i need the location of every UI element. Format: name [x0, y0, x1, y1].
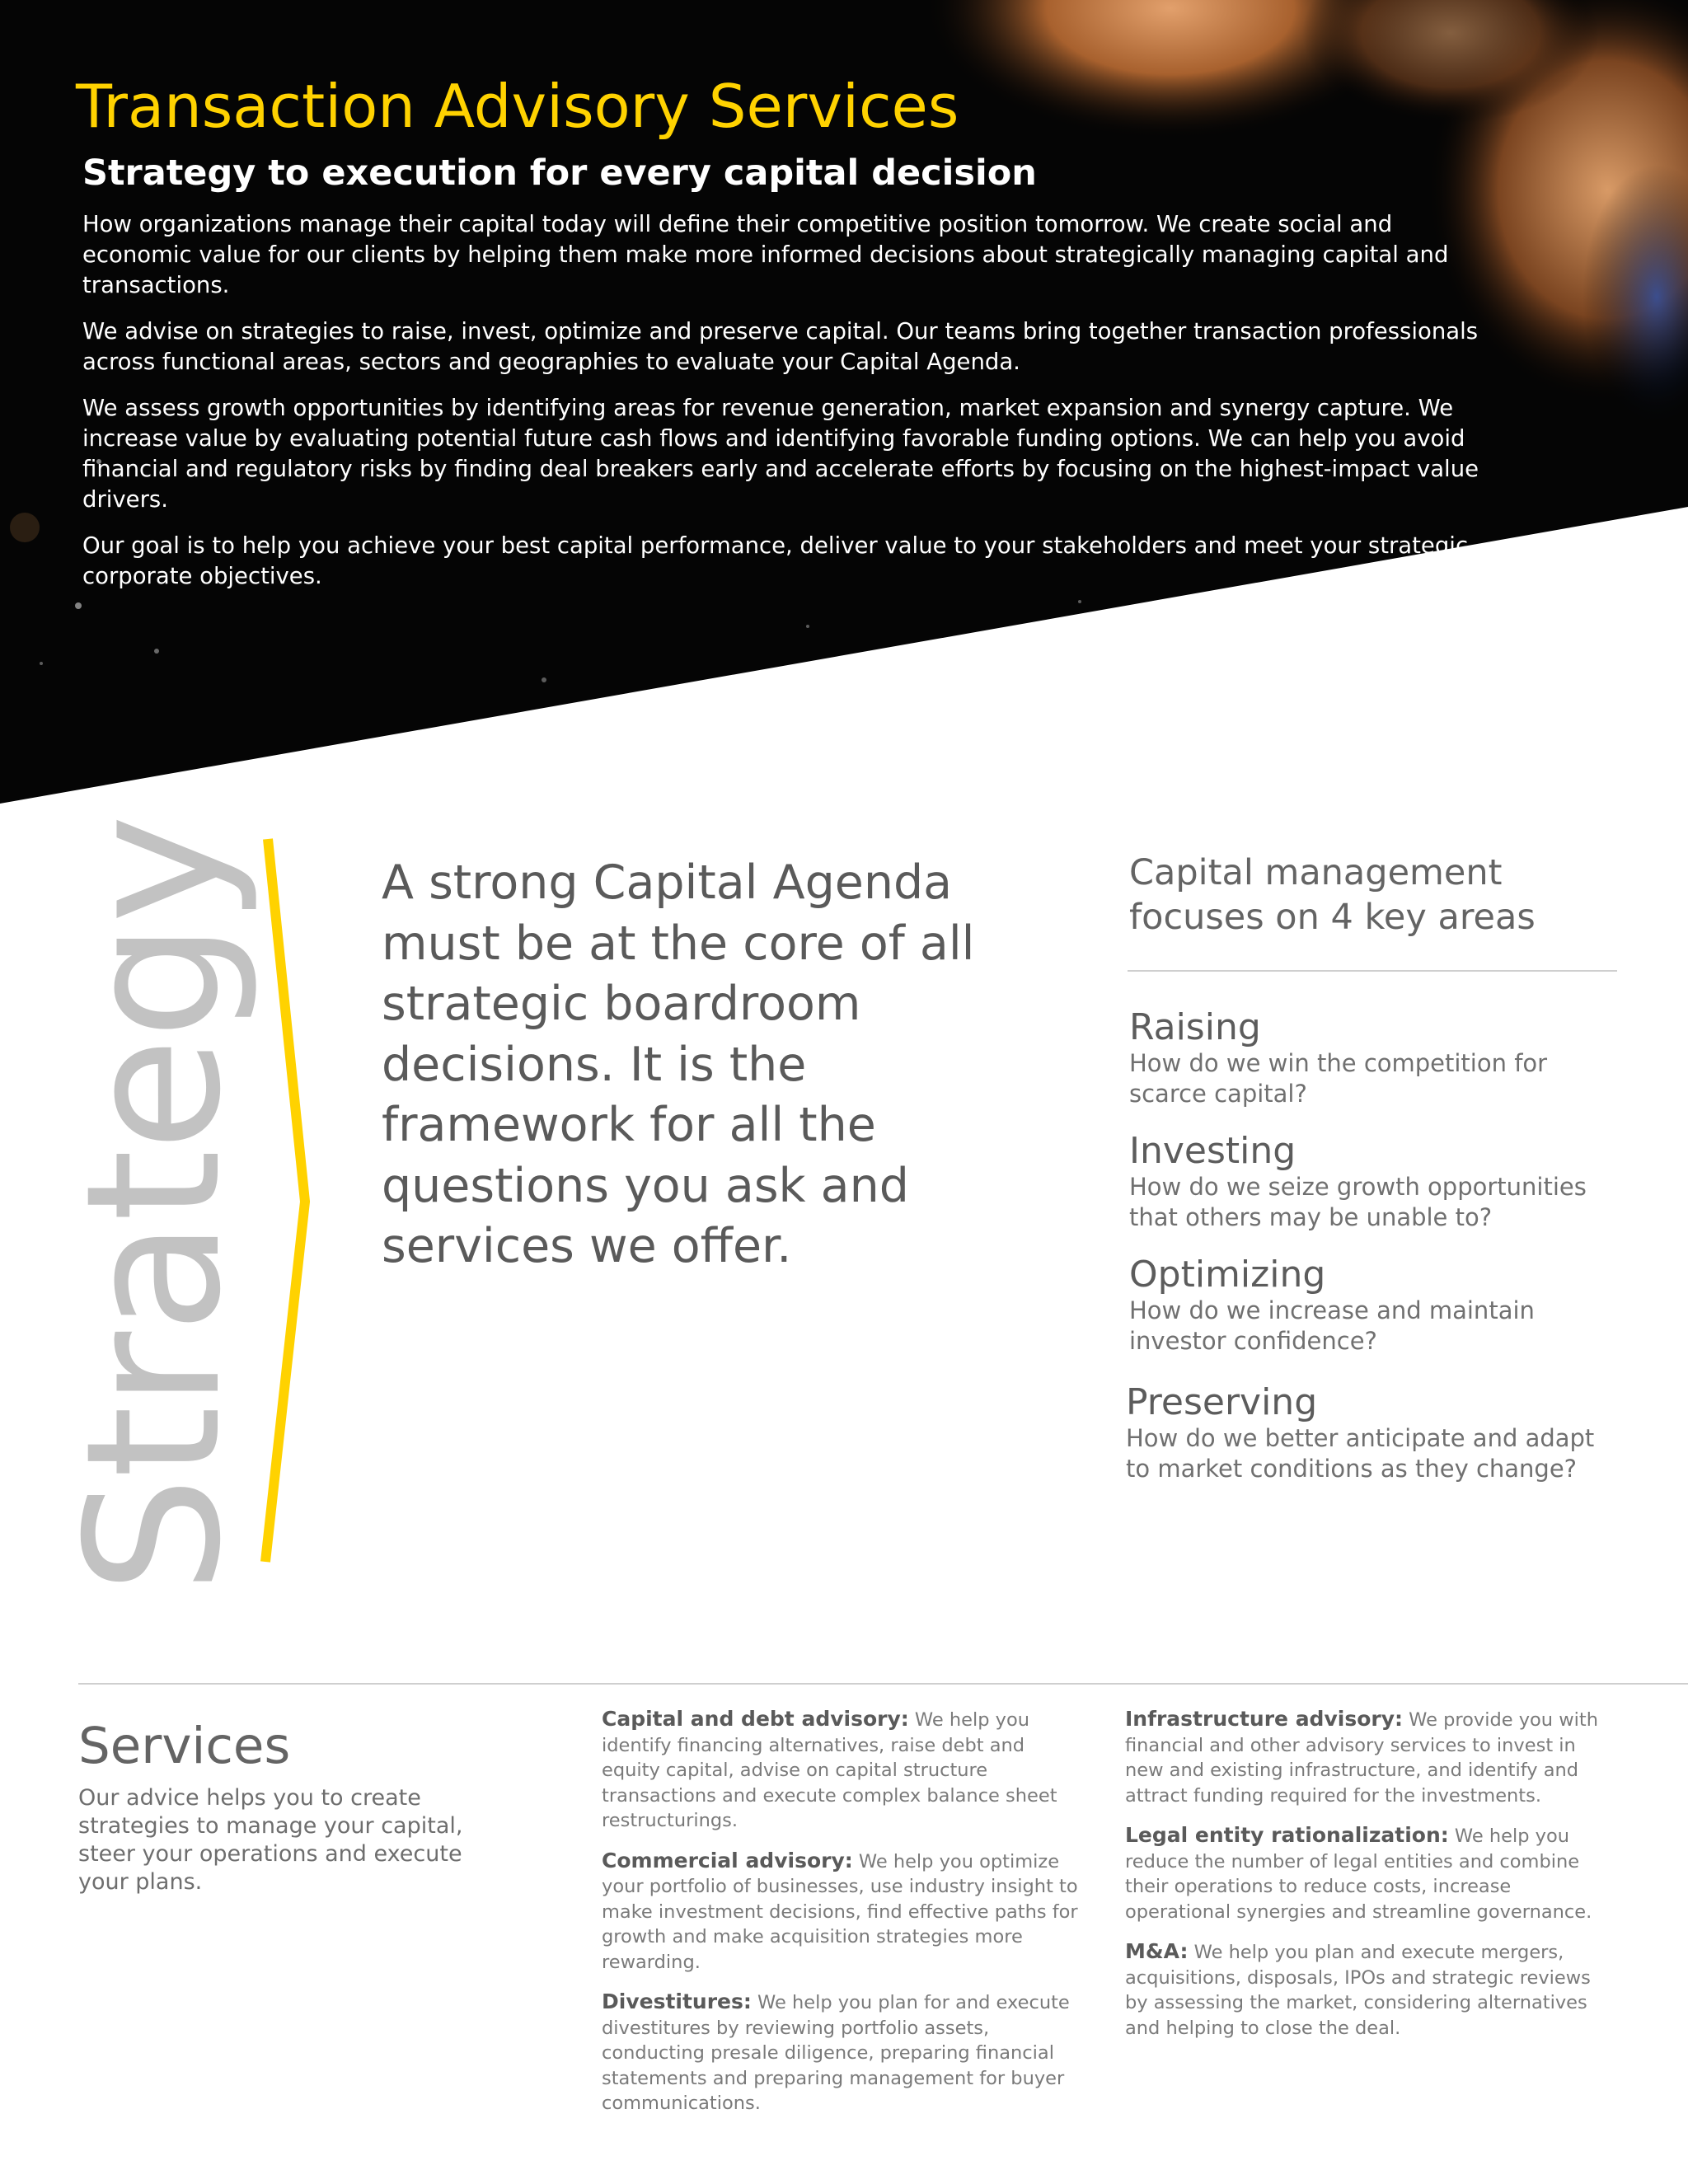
area-name: Investing	[1129, 1130, 1296, 1172]
service-text: We help you identify financing alternatives, raise debt and equity capital, advise on capital structure transactions and execute complex balance sheet restructurings.	[602, 1709, 1057, 1831]
service-text: We help you reduce the number of legal entities and combine their operations to reduce costs, increase operational synergies and streamline governance.	[1125, 1825, 1592, 1923]
service-item	[602, 1707, 1080, 1834]
page-title: Transaction Advisory Services	[76, 72, 959, 141]
capital-agenda-statement: A strong Capital Agenda must be at the core of all strategic boardroom decisions. It is the framework for all the questions you ask and services we offer.	[382, 855, 975, 1273]
services-divider	[78, 1683, 1688, 1685]
area-preserving	[1126, 1382, 1620, 1484]
service-text: We help you plan for and execute divestitures by reviewing portfolio assets, conducting presale diligence, preparing financial statements and preparing management for buyer communications.	[602, 1992, 1070, 2114]
intro-paragraph: Our goal is to help you achieve your best capital performance, deliver value to your stakeholders and meet your strategic corporate objectives.	[82, 532, 1469, 589]
capital-areas-heading	[1129, 851, 1624, 940]
area-question: How do we win the competition for scarce capital?	[1129, 1049, 1548, 1108]
service-item	[1125, 1939, 1603, 2041]
intro-paragraph: How organizations manage their capital today will define their competitive position tomorrow. We create social and economic value for our clients by helping them make more informed decisions about strategically managing capital and transactions.	[82, 211, 1449, 298]
area-question: How do we better anticipate and adapt to market conditions as they change?	[1126, 1424, 1595, 1483]
service-item	[1125, 1823, 1603, 1924]
strategy-vertical-word: Strategy	[46, 816, 261, 1594]
service-item	[1125, 1707, 1603, 1808]
heading-line: Capital management	[1129, 852, 1503, 893]
capital-areas	[1126, 851, 1624, 1483]
service-title: Commercial advisory:	[602, 1848, 853, 1872]
yellow-chevron-icon	[247, 832, 313, 1574]
area-question: How do we increase and maintain investor confidence?	[1129, 1296, 1535, 1355]
area-name: Raising	[1129, 1006, 1261, 1048]
service-text: We help you optimize your portfolio of businesses, use industry insight to make investment decisions, find effective paths for growth and make acquisition strategies more rewarding.	[602, 1850, 1078, 1973]
area-name: Preserving	[1126, 1381, 1318, 1423]
intro-paragraph: We advise on strategies to raise, invest, optimize and preserve capital. Our teams bring together transaction professionals across functional areas, sectors and geographies to evaluate your Capital Agenda.	[82, 318, 1479, 375]
service-item	[602, 1990, 1080, 2116]
area-raising	[1129, 1007, 1624, 1109]
services-description: Our advice helps you to create strategies to manage your capital, steer your operations and execute your plans.	[78, 1785, 463, 1895]
service-title: Capital and debt advisory:	[602, 1707, 909, 1731]
area-question: How do we seize growth opportunities that others may be unable to?	[1129, 1173, 1587, 1231]
divider	[1128, 970, 1617, 972]
services-column	[602, 1707, 1080, 2131]
intro-paragraph: We assess growth opportunities by identifying areas for revenue generation, market expansion and synergy capture. We increase value by evaluating potential future cash flows and identifying favorable funding options. We can help you avoid financial and regulatory risks by finding deal breakers early and accelerate efforts by focusing on the highest-impact value drivers.	[82, 395, 1479, 513]
service-title: Infrastructure advisory:	[1125, 1707, 1403, 1731]
service-title: Divestitures:	[602, 1990, 752, 2013]
page-subtitle: Strategy to execution for every capital decision	[82, 152, 1037, 194]
area-investing	[1129, 1131, 1624, 1233]
area-optimizing	[1129, 1254, 1624, 1357]
service-text: We help you plan and execute mergers, acquisitions, disposals, IPOs and strategic reviews by assessing the market, considering alternatives and helping to close the deal.	[1125, 1942, 1591, 2039]
services-column	[1125, 1707, 1603, 2055]
heading-line: focuses on 4 key areas	[1129, 897, 1536, 938]
area-name: Optimizing	[1129, 1254, 1326, 1296]
service-title: M&A:	[1125, 1939, 1189, 1963]
service-item	[602, 1849, 1080, 1975]
service-title: Legal entity rationalization:	[1125, 1823, 1449, 1847]
service-text: We provide you with financial and other advisory services to invest in new and existing infrastructure, and identify and attract funding required for the investments.	[1125, 1709, 1598, 1807]
services-title: Services	[78, 1717, 291, 1775]
intro-text	[82, 209, 1500, 607]
